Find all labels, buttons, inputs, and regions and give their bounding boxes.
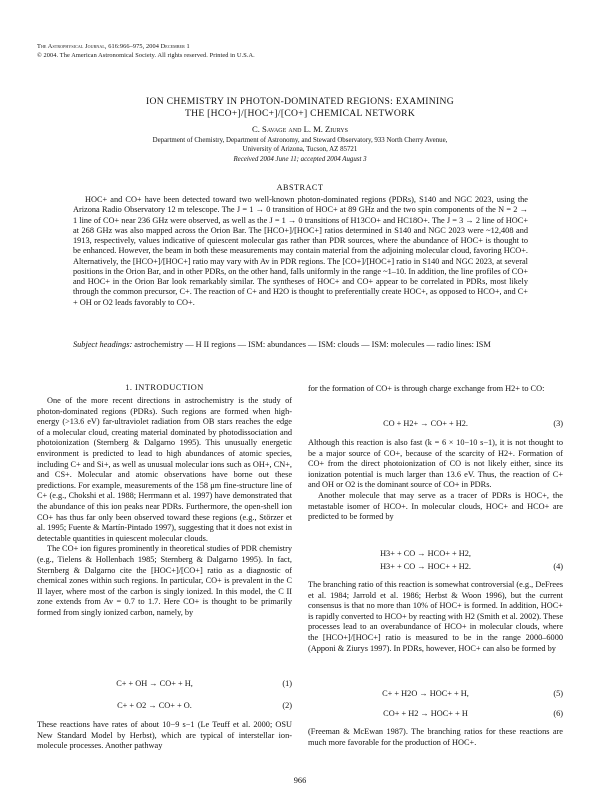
left-column: [37, 396, 292, 618]
abstract-heading: ABSTRACT: [276, 183, 324, 192]
intro-paragraph-3: These reactions have rates of about 10−9 s−1 (Le Teuff et al. 2000; OSU New Standard Model by Herbst), which are typical of interstellar ion-molecule processes. Another pathway: [37, 720, 292, 751]
equation-2-expression: C+ + O2 → CO+ + O.: [117, 701, 192, 710]
equation-4b: [308, 561, 563, 573]
received-dates: Received 2004 June 11; accepted 2004 August 3: [233, 156, 367, 163]
section-heading-introduction: 1. INTRODUCTION: [125, 383, 204, 392]
abstract-body: HOC+ and CO+ have been detected toward two well-known photon-dominated regions (PDRs), S140 and NGC 2023, using the Arizona Radio Observatory 12 m telescope. The J = 1 → 0 transition of HOC+ at 89 GHz and the two spin components of the N = 2 → 1 line of CO+ near 236 GHz were observed, as well as the J = 1 → 0 transitions of H13CO+ and HC18O+. The J = 3 → 2 line of HOC+ at 268 GHz was also mapped across the Orion Bar. The [HCO+]/[HOC+] ratios determined in S140 and NGC 2023 were ~12,408 and 1913, respectively, values indicative of quiescent molecular gas rather than PDR sources, where the abundance of HOC+ is thought to be enhanced. However, the beam in both these measurements may contain material from the adjoining molecular cloud, favoring HCO+. Alternatively, the [HCO+]/[HOC+] ratio may vary with Av in PDR regions. The [CO+]/[HOC+] ratio in S140 and NGC 2023, at several positions in the Orion Bar, and in other PDRs, on the other hand, falls uniformly in the range ~1–10. In addition, the line profiles of CO+ and HOC+ in the Orion Bar look remarkably similar. The syntheses of HOC+ and CO+ appear to be correlated in PDRs, most likely through the common precursor, C+. The reaction of C+ and H2O is thought to preferentially create HOC+, as opposed to HCO+, and C+ + OH or O2 leads favorably to CO+.: [73, 195, 528, 307]
equation-5-number: (5): [553, 689, 563, 698]
paper-title-line-2: THE [HCO+]/[HOC+]/[CO+] CHEMICAL NETWORK: [184, 108, 416, 119]
equation-6-expression: CO+ + H2 → HOC+ + H: [383, 709, 468, 718]
right-column-lower: [308, 580, 563, 654]
page-number: 966: [293, 776, 307, 785]
right-column-top: [308, 384, 563, 395]
affiliation-line-2: University of Arizona, Tucson, AZ 85721: [242, 146, 358, 153]
subject-headings: [73, 340, 528, 350]
author-list: C. Savage and L. M. Ziurys: [252, 124, 348, 134]
equation-6-number: (6): [553, 709, 563, 718]
equation-2: [37, 700, 292, 712]
equation-4-number: (4): [553, 562, 563, 571]
right-paragraph-3: Another molecule that may serve as a tracer of PDRs is HOC+, the metastable isomer of HCO+. In molecular clouds, HOC+ and HCO+ are predicted to be formed by: [308, 490, 563, 522]
right-paragraph-4: The branching ratio of this reaction is somewhat controversial (e.g., DeFrees et al. 1984; Jarrold et al. 1986; Herbst & Woon 1996), but the current consensus is that no more than 10% of HOC+ is formed. In addition, HOC+ is rapidly converted to HCO+ by reacting with H2 (Smith et al. 2002). These processes lead to an overabundance of HCO+ in molecular clouds, where the [HCO+]/[HOC+] ratio is measured to be in the range 2000–6000 (Apponi & Ziurys 1997). In PDRs, however, HOC+ can also be formed by: [308, 580, 563, 653]
right-column-middle: [308, 438, 563, 523]
equation-1: [37, 678, 292, 690]
equation-3: [308, 418, 563, 430]
equation-5-expression: C+ + H2O → HOC+ + H,: [382, 689, 469, 698]
journal-citation: The Astrophysical Journal, 616:966–975, 2004 December 1: [37, 43, 190, 50]
equation-3-number: (3): [553, 419, 563, 428]
right-paragraph-5: (Freeman & McEwan 1987). The branching ratios for these reactions are much more favorable for the production of HOC+.: [308, 727, 563, 747]
subject-headings-label: Subject headings:: [73, 340, 133, 349]
right-column-bottom: [308, 727, 563, 748]
affiliation-line-1: Department of Chemistry, Department of Astronomy, and Steward Observatory, 933 North Cherry Avenue,: [152, 137, 448, 144]
right-paragraph-1: for the formation of CO+ is through charge exchange from H2+ to CO:: [308, 384, 545, 393]
intro-paragraph-1: One of the more recent directions in astrochemistry is the study of photon-dominated regions (PDRs). Such regions are formed when high-energy (>13.6 eV) far-ultraviolet radiation from OB stars reaches the edge of a molecular cloud, creating material dominated by photodissociation and photoionization (Sternberg & Dalgarno 1995). This unusually energetic environment is predicted to lead to high abundances of atomic species, including C+ and Si+, as well as unusual molecular ions such as OH+, CN+, and CS+. Molecular and atomic observations have borne out these predictions. For example, measurements of the 158 μm fine-structure line of C+ (e.g., Chokshi et al. 1988; Herrmann et al. 1997) have demonstrated that the abundance of this ion peaks near PDRs. Furthermore, the open-shell ion CO+ has thus far only been observed toward these regions (e.g., Störzer et al. 1995; Fuente & Martín-Pintado 1997), suggesting that it does not exist in detectable quantities in quiescent molecular clouds.: [37, 396, 292, 543]
paper-title-line-1: ION CHEMISTRY IN PHOTON-DOMINATED REGIONS: EXAMINING: [146, 96, 454, 107]
equation-1-expression: C+ + OH → CO+ + H,: [116, 679, 193, 688]
equation-5: [308, 688, 563, 700]
copyright-line: © 2004. The American Astronomical Society. All rights reserved. Printed in U.S.A.: [37, 52, 255, 59]
equation-4b-expression: H3+ + CO → HOC+ + H2.: [380, 562, 471, 571]
intro-paragraph-2: The CO+ ion figures prominently in theoretical studies of PDR chemistry (e.g., Tielens & Hollenbach 1985; Sternberg & Dalgarno 1995). In fact, Sternberg & Dalgarno cite the [HOC+]/[CO+] ratio as a diagnostic of chemical zones within such regions. In particular, CO+ is prevalent in the C II layer, where most of the carbon is singly ionized. In this model, the C II zone extends from Av = 0.7 to 1.7. Here CO+ is thought to be primarily formed from singly ionized carbon, namely, by: [37, 544, 292, 617]
equation-4a-expression: H3+ + CO → HCO+ + H2,: [380, 549, 471, 558]
equation-2-number: (2): [282, 701, 292, 710]
equation-3-expression: CO + H2+ → CO+ + H2.: [383, 419, 468, 428]
equation-1-number: (1): [282, 679, 292, 688]
subject-headings-list: astrochemistry — H II regions — ISM: abundances — ISM: clouds — ISM: molecules — radio lines: ISM: [134, 340, 491, 349]
equation-6: [308, 708, 563, 720]
left-column-continuation: [37, 720, 292, 752]
journal-header-line: [37, 43, 190, 51]
right-paragraph-2: Although this reaction is also fast (k = 6 × 10−10 s−1), it is not thought to be a major source of CO+, because of the scarcity of H2+. Formation of CO+ from the direct photoionization of CO is not likely either, since its ionization potential is much larger than 13.6 eV. Thus, the reaction of C+ and OH or O2 is the dominant source of CO+ in PDRs.: [308, 438, 563, 490]
equation-4a: [308, 548, 563, 560]
